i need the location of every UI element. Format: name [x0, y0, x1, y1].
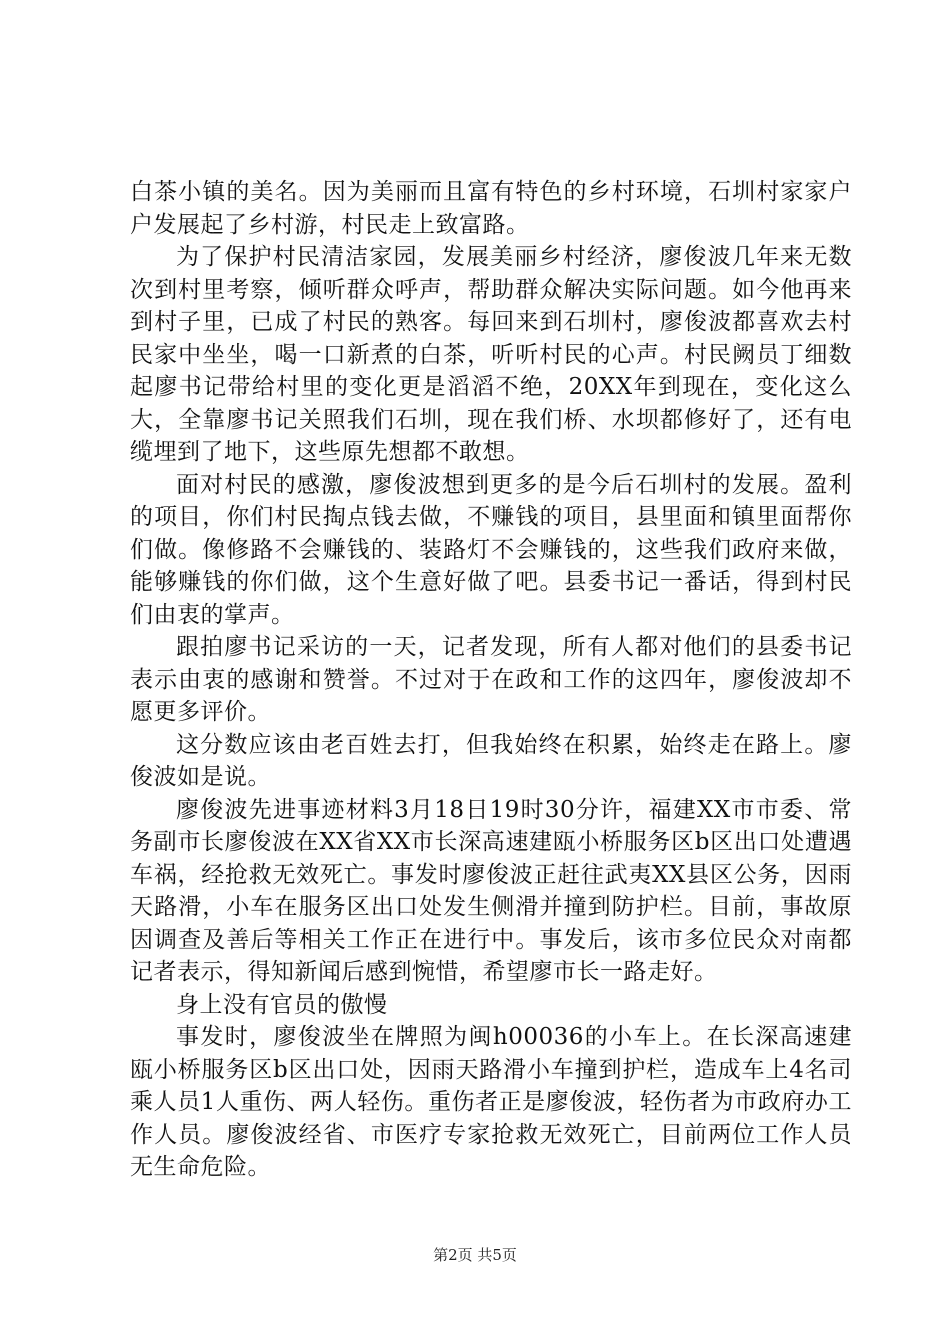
document-body	[130, 176, 852, 1184]
paragraph-3: 面对村民的感激，廖俊波想到更多的是今后石圳村的发展。盈利的项目，你们村民掏点钱去做，不赚钱的项目，县里面和镇里面帮你们做。像修路不会赚钱的、装路灯不会赚钱的，这些我们政府来做，能够赚钱的你们做，这个生意好做了吧。县委书记一番话，得到村民们由衷的掌声。	[130, 471, 852, 628]
paragraph-4: 跟拍廖书记采访的一天，记者发现，所有人都对他们的县委书记表示由衷的感谢和赞誉。不过对于在政和工作的这四年，廖俊波却不愿更多评价。	[130, 634, 852, 725]
paragraph-2: 为了保护村民清洁家园，发展美丽乡村经济，廖俊波几年来无数次到村里考察，倾听群众呼声，帮助群众解决实际问题。如今他再来到村子里，已成了村民的熟客。每回来到石圳村，廖俊波都喜欢去村民家中坐坐，喝一口新煮的白茶，听听村民的心声。村民阙员丁细数起廖书记带给村里的变化更是滔滔不绝，20XX年到现在，变化这么大，全靠廖书记关照我们石圳，现在我们桥、水坝都修好了，还有电缆埋到了地下，这些原先想都不敢想。	[130, 244, 852, 465]
paragraph-7-subheading: 身上没有官员的傲慢	[176, 991, 388, 1018]
paragraph-5: 这分数应该由老百姓去打，但我始终在积累，始终走在路上。廖俊波如是说。	[130, 731, 852, 790]
paragraph-6: 廖俊波先进事迹材料3月18日19时30分许，福建XX市市委、常务副市长廖俊波在XX省XX市长深高速建瓯小桥服务区b区出口处遭遇车祸，经抢救无效死亡。事发时廖俊波正赶往武夷XX县区公务，因雨天路滑，小车在服务区出口处发生侧滑并撞到防护栏。目前，事故原因调查及善后等相关工作正在进行中。事发后，该市多位民众对南都记者表示，得知新闻后感到惋惜，希望廖市长一路走好。	[130, 796, 852, 985]
page-footer: 第2页 共5页	[433, 1246, 517, 1264]
paragraph-8: 事发时，廖俊波坐在牌照为闽h00036的小车上。在长深高速建瓯小桥服务区b区出口处，因雨天路滑小车撞到护栏，造成车上4名司乘人员1人重伤、两人轻伤。重伤者正是廖俊波，轻伤者为市政府办工作人员。廖俊波经省、市医疗专家抢救无效死亡，目前两位工作人员无生命危险。	[130, 1024, 852, 1180]
paragraph-1: 白茶小镇的美名。因为美丽而且富有特色的乡村环境，石圳村家家户户发展起了乡村游，村民走上致富路。	[130, 179, 852, 238]
